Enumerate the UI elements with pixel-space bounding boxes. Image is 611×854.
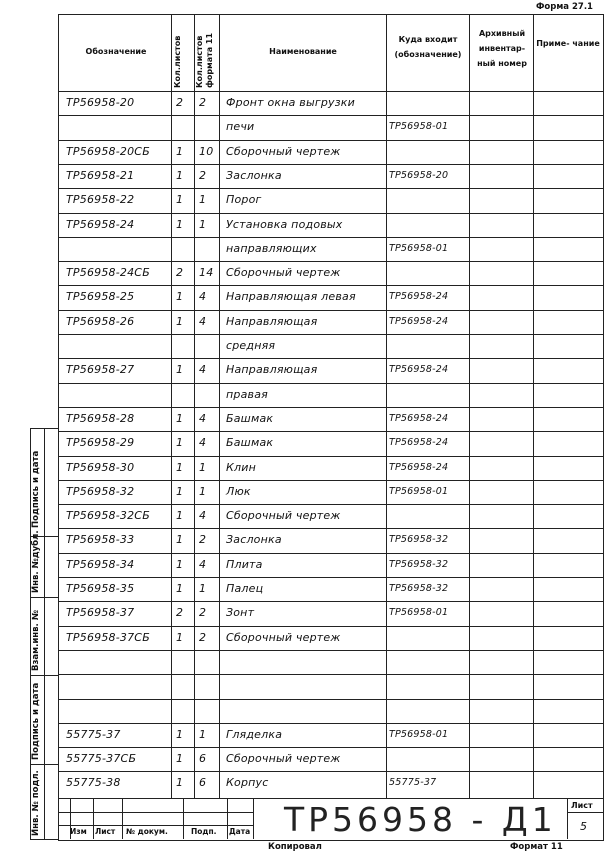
a11-count-cell: 2 bbox=[199, 96, 207, 109]
where-used-cell: ТР56958-01 bbox=[389, 121, 449, 133]
table-row bbox=[58, 383, 603, 407]
left-strip-divider bbox=[44, 428, 45, 839]
sheet-count-cell: 2 bbox=[176, 266, 184, 280]
a11-count-cell: 4 bbox=[199, 436, 207, 450]
table-row bbox=[58, 115, 603, 139]
table-row bbox=[58, 553, 603, 577]
table-row bbox=[58, 188, 603, 212]
name-cell: Сборочный чертеж bbox=[226, 144, 341, 158]
table-row bbox=[58, 237, 603, 261]
sheet-count-cell: 2 bbox=[176, 96, 184, 109]
stamp-sheet-line bbox=[567, 812, 603, 813]
where-used-cell: ТР56958-24 bbox=[389, 461, 449, 473]
left-strip-line-d bbox=[30, 675, 58, 676]
table-row bbox=[58, 626, 603, 650]
header-archive: Архивный инвентар- ный номер bbox=[477, 29, 527, 69]
sheet-count-cell: 1 bbox=[176, 630, 184, 644]
name-cell: Направляющая bbox=[226, 314, 318, 328]
where-used-cell: ТР56958-32 bbox=[389, 534, 449, 546]
name-cell: Гляделка bbox=[226, 727, 283, 741]
a11-count-cell: 4 bbox=[199, 411, 207, 425]
header-a11-count: Кол.листов формата 11 bbox=[195, 32, 214, 88]
where-used-cell: ТР56958-32 bbox=[389, 583, 449, 594]
name-cell: Корпус bbox=[226, 776, 269, 790]
designation-cell: ТР56958-24СБ bbox=[66, 266, 150, 280]
sheet-count-cell: 1 bbox=[176, 557, 184, 571]
designation-cell: ТР56958-32СБ bbox=[66, 509, 150, 523]
table-row bbox=[58, 358, 603, 382]
header-name: Наименование bbox=[269, 47, 337, 56]
name-cell: Палец bbox=[226, 582, 264, 595]
name-cell: Заслонка bbox=[226, 533, 282, 547]
name-cell: Клин bbox=[226, 460, 256, 474]
stamp-row-2 bbox=[58, 825, 253, 826]
side-sign-date-1: Подпись и дата bbox=[31, 450, 41, 528]
designation-cell: ТР56958-26 bbox=[66, 314, 135, 328]
table-row bbox=[58, 650, 603, 674]
sheet-count-cell: 1 bbox=[176, 144, 184, 158]
sheet-count-cell: 1 bbox=[176, 217, 184, 231]
sheet-count-cell: 1 bbox=[176, 582, 184, 595]
left-strip-line-e bbox=[30, 764, 58, 765]
name-cell: Плита bbox=[226, 557, 263, 571]
name-cell: Порог bbox=[226, 193, 262, 207]
stamp-col-doc: № докум. bbox=[126, 827, 168, 836]
where-used-cell: ТР56958-01 bbox=[389, 607, 449, 619]
table-row bbox=[58, 674, 603, 698]
name-cell: Установка подовых bbox=[226, 217, 343, 231]
a11-count-cell: 1 bbox=[199, 484, 207, 498]
where-used-cell: ТР56958-32 bbox=[389, 558, 449, 570]
table-row bbox=[58, 285, 603, 309]
sheet-count-cell: 1 bbox=[176, 484, 184, 498]
table-row bbox=[58, 140, 603, 164]
sheet-count-cell: 1 bbox=[176, 776, 184, 790]
where-used-cell: ТР56958-01 bbox=[389, 485, 449, 497]
where-used-cell: ТР56958-01 bbox=[389, 242, 449, 254]
table-row bbox=[58, 456, 603, 480]
a11-count-cell: 4 bbox=[199, 363, 207, 377]
where-used-cell: ТР56958-01 bbox=[389, 728, 449, 740]
where-used-cell: ТР56958-20 bbox=[389, 169, 449, 181]
stamp-col-f bbox=[253, 798, 254, 839]
stamp-sheet-number: 5 bbox=[580, 820, 588, 833]
name-cell: Направляющая bbox=[226, 363, 318, 377]
table-row bbox=[58, 213, 603, 237]
stamp-col-sign: Подп. bbox=[191, 827, 217, 836]
footer-format: Формат 11 bbox=[510, 842, 563, 852]
name-cell: правая bbox=[226, 387, 268, 401]
designation-cell: ТР56958-20 bbox=[66, 96, 135, 109]
a11-count-cell: 6 bbox=[199, 752, 207, 766]
form-label: Форма 27.1 bbox=[536, 2, 593, 12]
table-row bbox=[58, 601, 603, 625]
designation-cell: ТР56958-28 bbox=[66, 411, 135, 425]
a11-count-cell: 2 bbox=[199, 606, 207, 620]
table-row bbox=[58, 528, 603, 552]
a11-count-cell: 1 bbox=[199, 460, 207, 474]
name-cell: Башмак bbox=[226, 436, 274, 450]
sheet-count-cell: 1 bbox=[176, 436, 184, 450]
sheet-count-cell: 1 bbox=[176, 460, 184, 474]
sheet-count-cell: 1 bbox=[176, 509, 184, 523]
side-sign-date-2: Подпись и дата bbox=[31, 682, 41, 760]
sheet-count-cell: 2 bbox=[176, 606, 184, 620]
name-cell: Зонт bbox=[226, 606, 255, 620]
left-strip-line-a bbox=[30, 428, 58, 429]
table-row bbox=[58, 699, 603, 723]
table-row bbox=[58, 91, 603, 115]
table-row bbox=[58, 164, 603, 188]
a11-count-cell: 1 bbox=[199, 582, 207, 595]
where-used-cell: 55775-37 bbox=[389, 777, 437, 789]
side-swap-inv: Взам.инв. № bbox=[31, 610, 41, 671]
stamp-col-sheet: Лист bbox=[95, 827, 116, 836]
designation-cell: ТР56958-37 bbox=[66, 606, 135, 620]
stamp-col-change: Изм bbox=[70, 827, 87, 836]
document-code: ТР56958 - Д1 bbox=[284, 800, 557, 839]
name-cell: средняя bbox=[226, 339, 276, 352]
name-cell: Сборочный чертеж bbox=[226, 266, 341, 280]
designation-cell: ТР56958-25 bbox=[66, 290, 135, 304]
designation-cell: ТР56958-22 bbox=[66, 193, 135, 207]
side-orig-inv: Инв. № подл. bbox=[31, 770, 41, 836]
sheet-count-cell: 1 bbox=[176, 363, 184, 377]
sheet-count-cell: 1 bbox=[176, 411, 184, 425]
name-cell: Направляющая левая bbox=[226, 290, 356, 304]
sheet-count-cell: 1 bbox=[176, 727, 184, 741]
a11-count-cell: 1 bbox=[199, 727, 207, 741]
stamp-col-b bbox=[93, 798, 94, 839]
name-cell: Сборочный чертеж bbox=[226, 752, 341, 766]
a11-count-cell: 6 bbox=[199, 776, 207, 790]
name-cell: печи bbox=[226, 120, 255, 134]
stamp-col-e bbox=[227, 798, 228, 839]
designation-cell: ТР56958-27 bbox=[66, 363, 135, 377]
designation-cell: ТР56958-33 bbox=[66, 533, 135, 547]
table-row bbox=[58, 407, 603, 431]
table-row bbox=[58, 771, 603, 795]
name-cell: Заслонка bbox=[226, 168, 282, 182]
name-cell: Люк bbox=[226, 484, 251, 498]
a11-count-cell: 2 bbox=[199, 168, 207, 182]
sheet-count-cell: 1 bbox=[176, 752, 184, 766]
header-note: Приме- чание bbox=[536, 39, 600, 48]
table-row bbox=[58, 577, 603, 601]
stamp-col-g bbox=[567, 798, 568, 839]
designation-cell: ТР56958-24 bbox=[66, 217, 135, 231]
designation-cell: 55775-37СБ bbox=[66, 752, 137, 766]
sheet-count-cell: 1 bbox=[176, 168, 184, 182]
left-strip-line-f bbox=[30, 839, 58, 840]
a11-count-cell: 4 bbox=[199, 557, 207, 571]
stamp-col-d bbox=[183, 798, 184, 839]
sheet-count-cell: 1 bbox=[176, 533, 184, 547]
name-cell: Башмак bbox=[226, 411, 274, 425]
sheet-count-cell: 1 bbox=[176, 314, 184, 328]
name-cell: направляющих bbox=[226, 241, 317, 255]
where-used-cell: ТР56958-24 bbox=[389, 437, 449, 449]
name-cell: Фронт окна выгрузки bbox=[226, 96, 355, 109]
side-dup-inv: Инв. №дубл. bbox=[31, 530, 41, 593]
header-where-used: Куда входит (обозначение) bbox=[394, 35, 462, 60]
table-row bbox=[58, 310, 603, 334]
left-strip-line-c bbox=[30, 597, 58, 598]
table-row bbox=[58, 723, 603, 747]
sheet-count-cell: 1 bbox=[176, 193, 184, 207]
stamp-col-date: Дата bbox=[229, 827, 251, 836]
name-cell: Сборочный чертеж bbox=[226, 509, 341, 523]
a11-count-cell: 2 bbox=[199, 533, 207, 547]
header-sheet-count: Кол.листов bbox=[173, 35, 182, 88]
stamp-row-1 bbox=[58, 812, 253, 813]
designation-cell: ТР56958-29 bbox=[66, 436, 135, 450]
a11-count-cell: 4 bbox=[199, 290, 207, 304]
table-row bbox=[58, 261, 603, 285]
name-cell: Сборочный чертеж bbox=[226, 630, 341, 644]
stamp-sheet-label: Лист bbox=[571, 801, 593, 810]
table-row bbox=[58, 480, 603, 504]
designation-cell: ТР56958-20СБ bbox=[66, 144, 150, 158]
table-row bbox=[58, 504, 603, 528]
a11-count-cell: 4 bbox=[199, 509, 207, 523]
a11-count-cell: 1 bbox=[199, 193, 207, 207]
a11-count-cell: 1 bbox=[199, 217, 207, 231]
sheet-count-cell: 1 bbox=[176, 290, 184, 304]
stamp-col-c bbox=[122, 798, 123, 839]
stamp-top-line bbox=[58, 798, 603, 799]
designation-cell: ТР56958-30 bbox=[66, 460, 135, 474]
a11-count-cell: 2 bbox=[199, 630, 207, 644]
table-row bbox=[58, 334, 603, 358]
table-row bbox=[58, 431, 603, 455]
where-used-cell: ТР56958-24 bbox=[389, 291, 449, 303]
designation-cell: ТР56958-21 bbox=[66, 168, 135, 182]
footer-copied: Копировал bbox=[268, 842, 322, 852]
where-used-cell: ТР56958-24 bbox=[389, 412, 449, 424]
where-used-cell: ТР56958-24 bbox=[389, 364, 449, 376]
designation-cell: ТР56958-34 bbox=[66, 557, 135, 571]
a11-count-cell: 14 bbox=[199, 266, 214, 280]
designation-cell: ТР56958-37СБ bbox=[66, 630, 150, 644]
where-used-cell: ТР56958-24 bbox=[389, 315, 449, 327]
designation-cell: 55775-37 bbox=[66, 727, 121, 741]
designation-cell: ТР56958-35 bbox=[66, 582, 135, 595]
designation-cell: 55775-38 bbox=[66, 776, 121, 790]
designation-cell: ТР56958-32 bbox=[66, 484, 135, 498]
header-designation: Обозначение bbox=[85, 47, 147, 56]
a11-count-cell: 10 bbox=[199, 144, 214, 158]
a11-count-cell: 4 bbox=[199, 314, 207, 328]
table-row bbox=[58, 747, 603, 771]
